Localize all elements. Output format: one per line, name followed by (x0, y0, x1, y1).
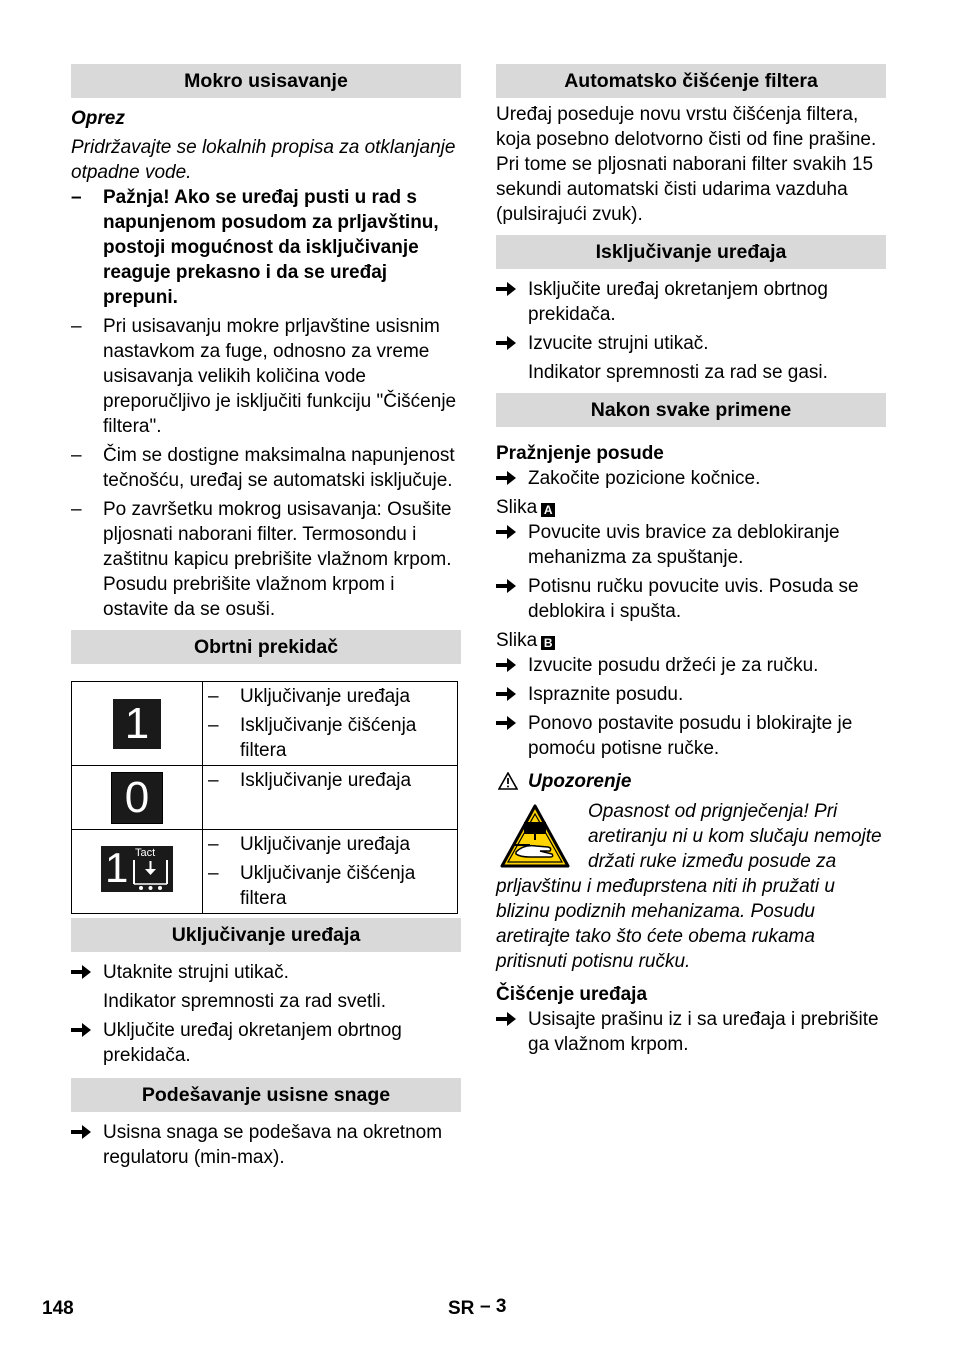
switch-symbol-cell (72, 766, 203, 830)
list-item: Utaknite strujni utikač. (71, 960, 461, 985)
subheading-ciscenje: Čišćenje uređaja (496, 984, 648, 1005)
section-header-obrtni: Obrtni prekidač (71, 630, 461, 664)
tact-label: Tact (135, 846, 156, 859)
list-item: Potisnu ručku povucite uvis. Posuda se deblokira i spušta. (496, 574, 886, 624)
arrow-right-icon (496, 282, 516, 296)
arrow-right-icon (496, 716, 516, 730)
list-item: – Pažnja! Ako se uređaj pusti u rad s napunjenom posudom za prljavštinu, postoji mogućnost da isključivanje reaguje prekasno i da se uređaj prepuni. (71, 185, 461, 310)
switch-description (203, 766, 458, 830)
caution-label: Oprez (71, 108, 125, 129)
list-item: Izvucite posudu držeći je za ručku. (496, 653, 886, 678)
switch-table (71, 681, 458, 914)
switch-position-0-icon: 0 (111, 772, 163, 824)
list-item: Uključite uređaj okretanjem obrtnog prekidača. (71, 1018, 461, 1068)
list-item: – Isključivanje čišćenja filtera (208, 713, 453, 763)
arrow-right-icon (496, 687, 516, 701)
left-column (71, 64, 461, 1170)
switch-symbol-cell (72, 682, 203, 766)
list-item: Izvucite strujni utikač. (496, 331, 886, 356)
list-item: – Uključivanje čišćenja filtera (208, 861, 453, 911)
figure-reference-a: Slika A (496, 495, 886, 520)
list-item: – Uključivanje uređaja (208, 832, 453, 857)
arrow-right-icon (496, 471, 516, 485)
warning-block (496, 799, 886, 974)
arrow-right-icon (71, 965, 91, 979)
section-header-podesavanje: Podešavanje usisne snage (71, 1078, 461, 1112)
warning-heading: Upozorenje (496, 769, 886, 794)
list-item: – Uključivanje uređaja (208, 684, 453, 709)
list-item: Isključite uređaj okretanjem obrtnog prekidača. (496, 277, 886, 327)
warning-text: Opasnost od prignječenja! Pri aretiranju ni u kom slučaju nemojte držati ruke između posude za prljavštinu i međuprstena niti ih pružati u blizinu podiznih mehanizama. Posudu aretirajte tako što ćete obema rukama pritisnuti potisnu ručku. (496, 801, 882, 972)
arrow-right-icon (496, 1012, 516, 1026)
switch-description (203, 682, 458, 766)
section-header-iskljucivanje: Isključivanje uređaja (496, 235, 886, 269)
switch-position-1-icon: 1 (113, 699, 161, 749)
footer-section: – 3 (480, 1296, 507, 1317)
note-text: Indikator spremnosti za rad se gasi. (528, 362, 828, 383)
arrow-right-icon (496, 525, 516, 539)
list-item: – Isključivanje uređaja (208, 768, 453, 793)
list-item: – Pri usisavanju mokre prljavštine usisnim nastavkom za fuge, odnosno za vreme usisavanja velikih količina vode preporučljivo je isključiti funkciju "Čišćenje filtera". (71, 314, 461, 439)
hand-crush-warning-icon (500, 804, 570, 868)
arrow-right-icon (71, 1125, 91, 1139)
arrow-right-icon (496, 579, 516, 593)
list-item: Zakočite pozicione kočnice. (496, 466, 886, 491)
figure-reference-b: Slika B (496, 628, 886, 653)
switch-description (203, 830, 458, 914)
paragraph: Uređaj poseduje novu vrstu čišćenja filtera, koja posebno delotvorno čisti od fine prašine. Pri tome se pljosnati naborani filter svakih 15 sekundi automatski čisti udarima vazduha (pulsirajući zvuk). (496, 104, 877, 225)
list-item: Usisna snaga se podešava na okretnom regulatoru (min-max). (71, 1120, 461, 1170)
table-row (72, 830, 458, 914)
arrow-right-icon (71, 1023, 91, 1037)
footer-language: SR (448, 1298, 475, 1319)
list-item: – Čim se dostigne maksimalna napunjenost tečnošću, uređaj se automatski isključuje. (71, 443, 461, 493)
section-header-ukljucivanje: Uključivanje uređaja (71, 918, 461, 952)
list-item: Povucite uvis bravice za deblokiranje mehanizma za spuštanje. (496, 520, 886, 570)
subheading-praznjenje: Pražnjenje posude (496, 443, 664, 464)
table-row (72, 766, 458, 830)
section-header-nakon: Nakon svake primene (496, 393, 886, 427)
switch-symbol-cell (72, 830, 203, 914)
warning-triangle-icon (498, 772, 518, 790)
right-column (496, 64, 886, 1057)
list-item: – Po završetku mokrog usisavanja: Osušite pljosnati naborani filter. Termosondu i zaštitnu kapicu prebrišite vlažnom krpom. Posudu prebrišite vlažnom krpom i ostavite da se osuši. (71, 497, 461, 622)
table-row (72, 682, 458, 766)
list-item: Ispraznite posudu. (496, 682, 886, 707)
figure-badge-b: B (541, 636, 555, 650)
section-header-automatsko: Automatsko čišćenje filtera (496, 64, 886, 98)
tact-pulse-icon (131, 858, 171, 890)
note-text: Indikator spremnosti za rad svetli. (103, 991, 387, 1012)
list-item: Usisajte prašinu iz i sa uređaja i prebrišite ga vlažnom krpom. (496, 1007, 886, 1057)
section-header-mokro: Mokro usisavanje (71, 64, 461, 98)
arrow-right-icon (496, 658, 516, 672)
page-number: 148 (42, 1298, 74, 1319)
arrow-right-icon (496, 336, 516, 350)
switch-position-tact-icon: 1 Tact (101, 846, 173, 892)
caution-text: Pridržavajte se lokalnih propisa za otklanjanje otpadne vode. (71, 137, 456, 183)
figure-badge-a: A (541, 503, 555, 517)
list-item: Ponovo postavite posudu i blokirajte je pomoću potisne ručke. (496, 711, 886, 761)
